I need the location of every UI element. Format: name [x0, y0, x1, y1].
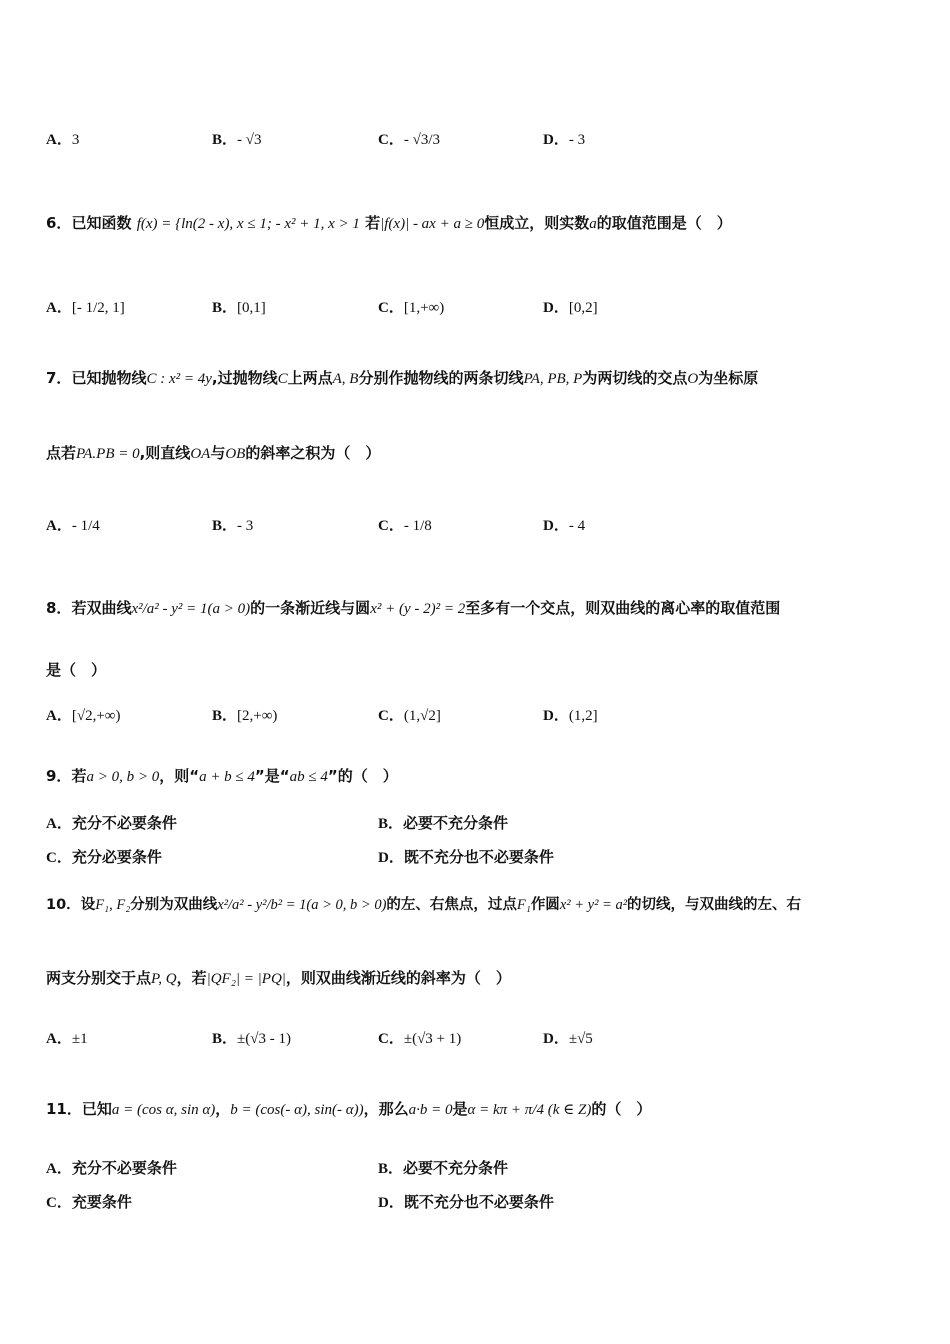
q10-option-b: B．±(√3 - 1): [212, 1031, 291, 1047]
option-value: [0,1]: [237, 300, 266, 316]
q11-option-a: A．充分不必要条件: [46, 1159, 177, 1177]
question-number: 6．: [46, 214, 72, 232]
question-9: 9．若a > 0, b > 0，则“a + b ≤ 4”是“ab ≤ 4”的（ ）: [46, 767, 398, 785]
q5-option-b: B．- √3: [212, 132, 262, 148]
q7-option-d: D．- 4: [543, 518, 586, 534]
question-7-line-1: 7．已知抛物线C : x² = 4y,过抛物线C上两点A, B分别作抛物线的两条切线PA, PB, P为两切线的交点O为坐标原: [46, 369, 759, 387]
q6-option-b: B．[0,1]: [212, 300, 266, 316]
q8-option-a: A．[√2,+∞): [46, 708, 121, 724]
option-value: 充分必要条件: [71, 848, 162, 866]
piecewise-function: f(x) = {ln(2 - x), x ≤ 1; - x² + 1, x > 1: [136, 216, 360, 232]
option-value: [1,+∞): [403, 300, 445, 316]
q11-option-d: D．既不充分也不必要条件: [378, 1193, 554, 1211]
q9-option-b: B．必要不充分条件: [378, 814, 509, 832]
q9-option-a: A．充分不必要条件: [46, 814, 177, 832]
q6-option-c: C．[1,+∞): [378, 300, 445, 316]
condition: |f(x)| - ax + a ≥ 0: [380, 216, 485, 232]
option-value: ±(√3 + 1): [403, 1031, 462, 1047]
option-value: 3: [71, 132, 80, 148]
q9-option-d: D．既不充分也不必要条件: [378, 848, 554, 866]
option-value: 充要条件: [71, 1193, 132, 1211]
question-8-line-1: 8．若双曲线x²/a² - y² = 1(a > 0)的一条渐近线与圆x² + (y - 2)² = 2至多有一个交点，则双曲线的离心率的取值范围: [46, 599, 781, 617]
question-10-line-2: 两支分别交于点P, Q，若|QF₂| = |PQ|，则双曲线渐近线的斜率为（ ）: [46, 969, 511, 987]
q7-option-b: B．- 3: [212, 518, 254, 534]
q9-option-c: C．充分必要条件: [46, 848, 162, 866]
q7-option-a: A．- 1/4: [46, 518, 100, 534]
q6-option-d: D．[0,2]: [543, 300, 598, 316]
option-value: [- 1/2, 1]: [71, 300, 125, 316]
q8-option-c: C．(1,√2]: [378, 708, 441, 724]
option-value: 充分不必要条件: [71, 814, 177, 832]
question-10-line-1: 10．设F₁, F₂分别为双曲线x²/a² - y²/b² = 1(a > 0, b > 0)的左、右焦点，过点F₁作圆x² + y² = a²的切线，与双曲线的左、右: [46, 897, 802, 913]
q11-option-b: B．必要不充分条件: [378, 1159, 509, 1177]
question-number: 8．: [46, 599, 72, 617]
q8-option-d: D．(1,2]: [543, 708, 598, 724]
option-value: - √3/3: [403, 132, 440, 148]
option-value: ±1: [71, 1031, 88, 1047]
option-value: (1,√2]: [403, 708, 441, 724]
q5-option-c: C．- √3/3: [378, 132, 440, 148]
q11-option-c: C．充要条件: [46, 1193, 132, 1211]
option-value: - 1/8: [403, 518, 432, 534]
option-value: - 1/4: [71, 518, 100, 534]
option-value: - 3: [237, 518, 254, 534]
option-value: 既不充分也不必要条件: [403, 1193, 554, 1211]
question-number: 7．: [46, 369, 72, 387]
option-value: - 3: [568, 132, 586, 148]
option-value: [2,+∞): [237, 708, 278, 724]
question-number: 10．: [46, 897, 81, 913]
question-number: 9．: [46, 767, 72, 785]
question-7-line-2: 点若PA.PB = 0,则直线OA与OB的斜率之积为（ ）: [46, 444, 381, 462]
option-value: 充分不必要条件: [71, 1159, 177, 1177]
q8-option-b: B．[2,+∞): [212, 708, 278, 724]
q10-option-a: A．±1: [46, 1031, 88, 1047]
option-value: 必要不充分条件: [403, 1159, 509, 1177]
option-value: 必要不充分条件: [403, 814, 509, 832]
option-value: [√2,+∞): [71, 708, 121, 724]
option-value: - √3: [237, 132, 262, 148]
q6-option-a: A．[- 1/2, 1]: [46, 300, 125, 316]
q5-option-d: D．- 3: [543, 132, 586, 148]
question-8-line-2: 是（ ）: [46, 661, 107, 679]
q7-option-c: C．- 1/8: [378, 518, 432, 534]
question-number: 11．: [46, 1100, 82, 1118]
option-value: - 4: [568, 518, 586, 534]
q10-option-d: D．±√5: [543, 1031, 593, 1047]
q10-option-c: C．±(√3 + 1): [378, 1031, 462, 1047]
option-value: (1,2]: [568, 708, 598, 724]
option-value: 既不充分也不必要条件: [403, 848, 554, 866]
option-value: [0,2]: [568, 300, 598, 316]
question-11: 11．已知a = (cos α, sin α)，b = (cos(- α), sin(- α))，那么a·b = 0是α = kπ + π/4 (k ∈ Z)的（ ）: [46, 1100, 652, 1118]
question-6: 6．已知函数 f(x) = {ln(2 - x), x ≤ 1; - x² + 1, x > 1 若|f(x)| - ax + a ≥ 0恒成立，则实数a的取值范围是（ ）: [46, 214, 732, 232]
q5-option-a: A．3: [46, 132, 80, 148]
option-value: ±√5: [568, 1031, 593, 1047]
option-value: ±(√3 - 1): [237, 1031, 291, 1047]
